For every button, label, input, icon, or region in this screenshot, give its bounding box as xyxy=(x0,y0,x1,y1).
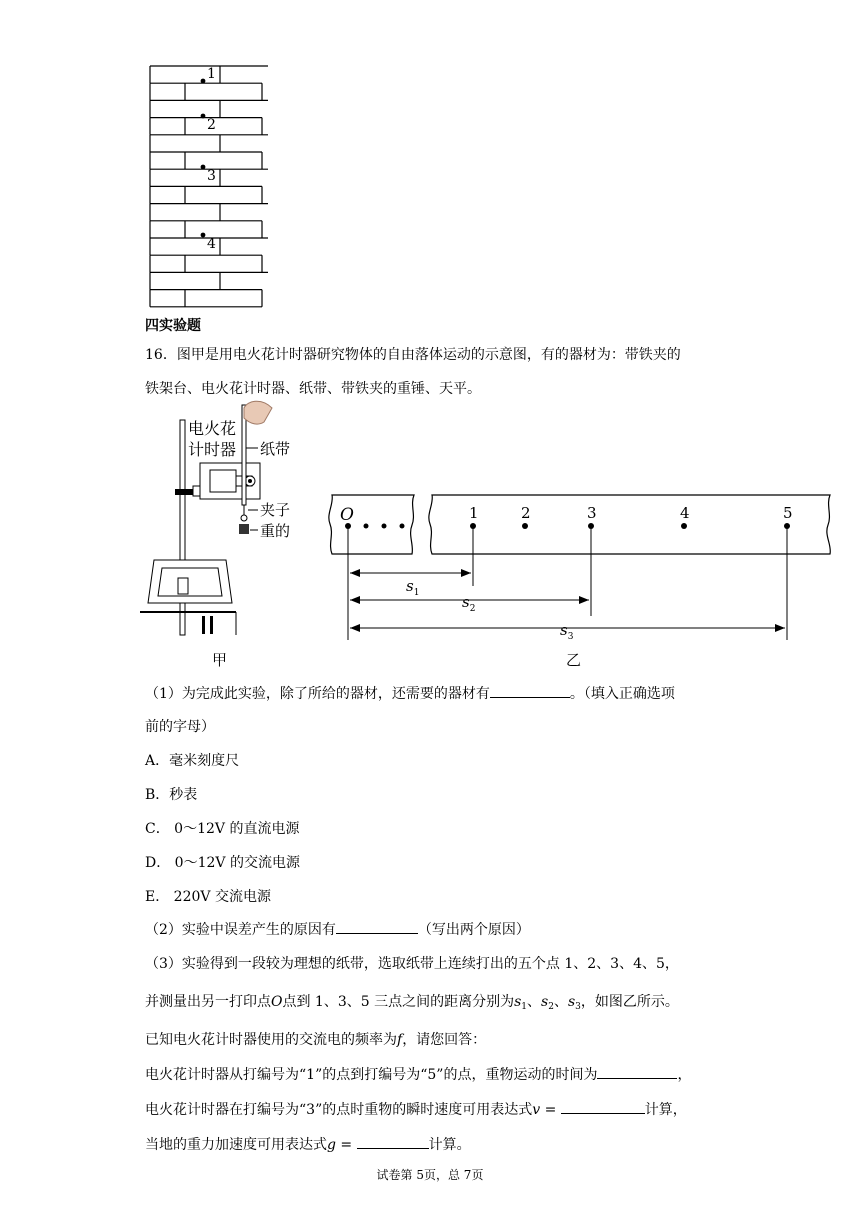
stand-base-inner xyxy=(158,568,222,596)
brick-dot-2 xyxy=(201,114,206,119)
part-3-line1: （3）实验得到一段较为理想的纸带，选取纸带上连续打出的五个点 1、2、3、4、5， xyxy=(145,956,679,972)
brick-dot-label-4: 4 xyxy=(207,236,216,252)
answer-blank-1[interactable] xyxy=(490,683,570,698)
tape-point-3-label: 3 xyxy=(587,504,597,522)
part-3-line2: 并测量出另一打印点O点到 1、3、5 三点之间的距离分别为$s_1$、$s_2$、$s_3$，如图乙所示。 xyxy=(145,994,679,1012)
s3-label: $s_3$ xyxy=(560,621,574,642)
hand-icon xyxy=(244,401,272,424)
option-c: C． 0～12V 的直流电源 xyxy=(145,821,300,837)
part-2-question xyxy=(145,919,530,939)
figure-b-caption: 乙 xyxy=(566,651,582,669)
s1-arrowhead-right xyxy=(461,569,471,577)
brick-dot-label-1: 1 xyxy=(207,66,216,82)
tape-point-5-label: 5 xyxy=(783,504,793,522)
brick-dot-3 xyxy=(201,165,206,170)
brick-dot-1 xyxy=(201,79,206,84)
answer-blank-2[interactable] xyxy=(336,919,418,934)
stand-clamp xyxy=(175,489,193,495)
part-3-line6: 当地的重力加速度可用表达式g = 计算。 xyxy=(145,1134,471,1154)
s2-arrowhead-left xyxy=(350,596,360,604)
clip-icon xyxy=(241,515,247,521)
tape-dot xyxy=(400,524,405,529)
brick-dots xyxy=(201,66,216,252)
s2-arrowhead-right xyxy=(579,596,589,604)
s1-arrowhead-left xyxy=(350,569,360,577)
timer-label-line1: 电火花 xyxy=(188,419,237,438)
s1-label: $s_1$ xyxy=(406,577,420,598)
brick-wall-figure xyxy=(140,60,275,310)
paper-tape xyxy=(242,405,246,505)
answer-blank-gravity[interactable] xyxy=(357,1134,429,1149)
apparatus-figure xyxy=(140,400,320,675)
tape-point-4-label: 4 xyxy=(680,504,690,522)
page-footer: 试卷第 5页，总 7页 xyxy=(376,1168,484,1182)
s3-arrowhead-left xyxy=(350,624,360,632)
frequency-symbol: f xyxy=(397,1032,403,1048)
table-leg-right xyxy=(210,616,213,634)
answer-blank-time[interactable] xyxy=(597,1064,677,1079)
gravity-symbol: g xyxy=(327,1137,336,1153)
timer-label-line2: 计时器 xyxy=(188,440,237,459)
tape-dot xyxy=(382,524,387,529)
part-3-line4: 电火花计时器从打编号为“1”的点到打编号为“5”的点，重物运动的时间为 ， xyxy=(145,1064,691,1084)
part-1-question xyxy=(145,683,675,703)
part-1-question-line2: 前的字母） xyxy=(145,719,215,735)
s3-symbol: $s_3$ xyxy=(567,994,581,1012)
tape-fragment-right xyxy=(429,495,830,554)
timer-inner xyxy=(210,470,236,492)
tape-point-2-label: 2 xyxy=(521,504,531,522)
tape-point-o-label: O xyxy=(340,505,354,525)
point-o-symbol: O xyxy=(271,994,283,1010)
s2-symbol: $s_2$ xyxy=(541,994,554,1012)
answer-blank-velocity[interactable] xyxy=(561,1099,645,1114)
question-16-intro-line2: 铁架台、电火花计时器、纸带、带铁夹的重锤、天平。 xyxy=(145,381,481,397)
part-1-text: （1）为完成此实验，除了所给的器材，还需要的器材有 xyxy=(145,686,490,702)
paper-tape-figure xyxy=(320,490,840,675)
brick-dot-label-3: 3 xyxy=(207,168,216,184)
weight-block xyxy=(239,524,249,534)
option-e: E． 220V 交流电源 xyxy=(145,889,271,905)
tape-point-1-label: 1 xyxy=(469,504,479,522)
part-2-text: （2）实验中误差产生的原因有 xyxy=(145,922,336,938)
velocity-symbol: v xyxy=(532,1102,541,1118)
brick-dot-label-2: 2 xyxy=(207,117,216,133)
section-heading: 四实验题 xyxy=(145,318,201,334)
part-3-line3: 已知电火花计时器使用的交流电的频率为f，请您回答： xyxy=(145,1032,487,1048)
tape-point-4 xyxy=(681,523,687,529)
timer-disk-center xyxy=(248,479,252,483)
figure-a-caption: 甲 xyxy=(212,651,228,669)
brick-dot-4 xyxy=(201,233,206,238)
s3-arrowhead-right xyxy=(775,624,785,632)
part-2-text-after: （写出两个原因） xyxy=(417,922,530,938)
part-1-text-after: 。（填入正确选项 xyxy=(569,686,675,702)
clip-label: 夹子 xyxy=(260,501,291,519)
tape-label: 纸带 xyxy=(260,440,291,458)
s2-label: $s_2$ xyxy=(462,593,476,614)
s1-symbol: $s_1$ xyxy=(514,994,528,1012)
tape-dot xyxy=(364,524,369,529)
stand-foot xyxy=(178,578,188,594)
part-3-line5: 电火花计时器在打编号为“3”的点时重物的瞬时速度可用表达式v = 计算， xyxy=(145,1099,687,1119)
option-a: A．毫米刻度尺 xyxy=(145,753,240,769)
option-b: B．秒表 xyxy=(145,787,198,803)
tape-point-2 xyxy=(522,523,528,529)
weight-label: 重的 xyxy=(260,522,291,540)
option-d: D． 0～12V 的交流电源 xyxy=(145,855,300,871)
question-16-intro: 16．图甲是用电火花计时器研究物体的自由落体运动的示意图，有的器材为：带铁夹的 xyxy=(145,347,681,363)
table-leg-left xyxy=(202,616,205,634)
brick-wall xyxy=(150,66,268,307)
